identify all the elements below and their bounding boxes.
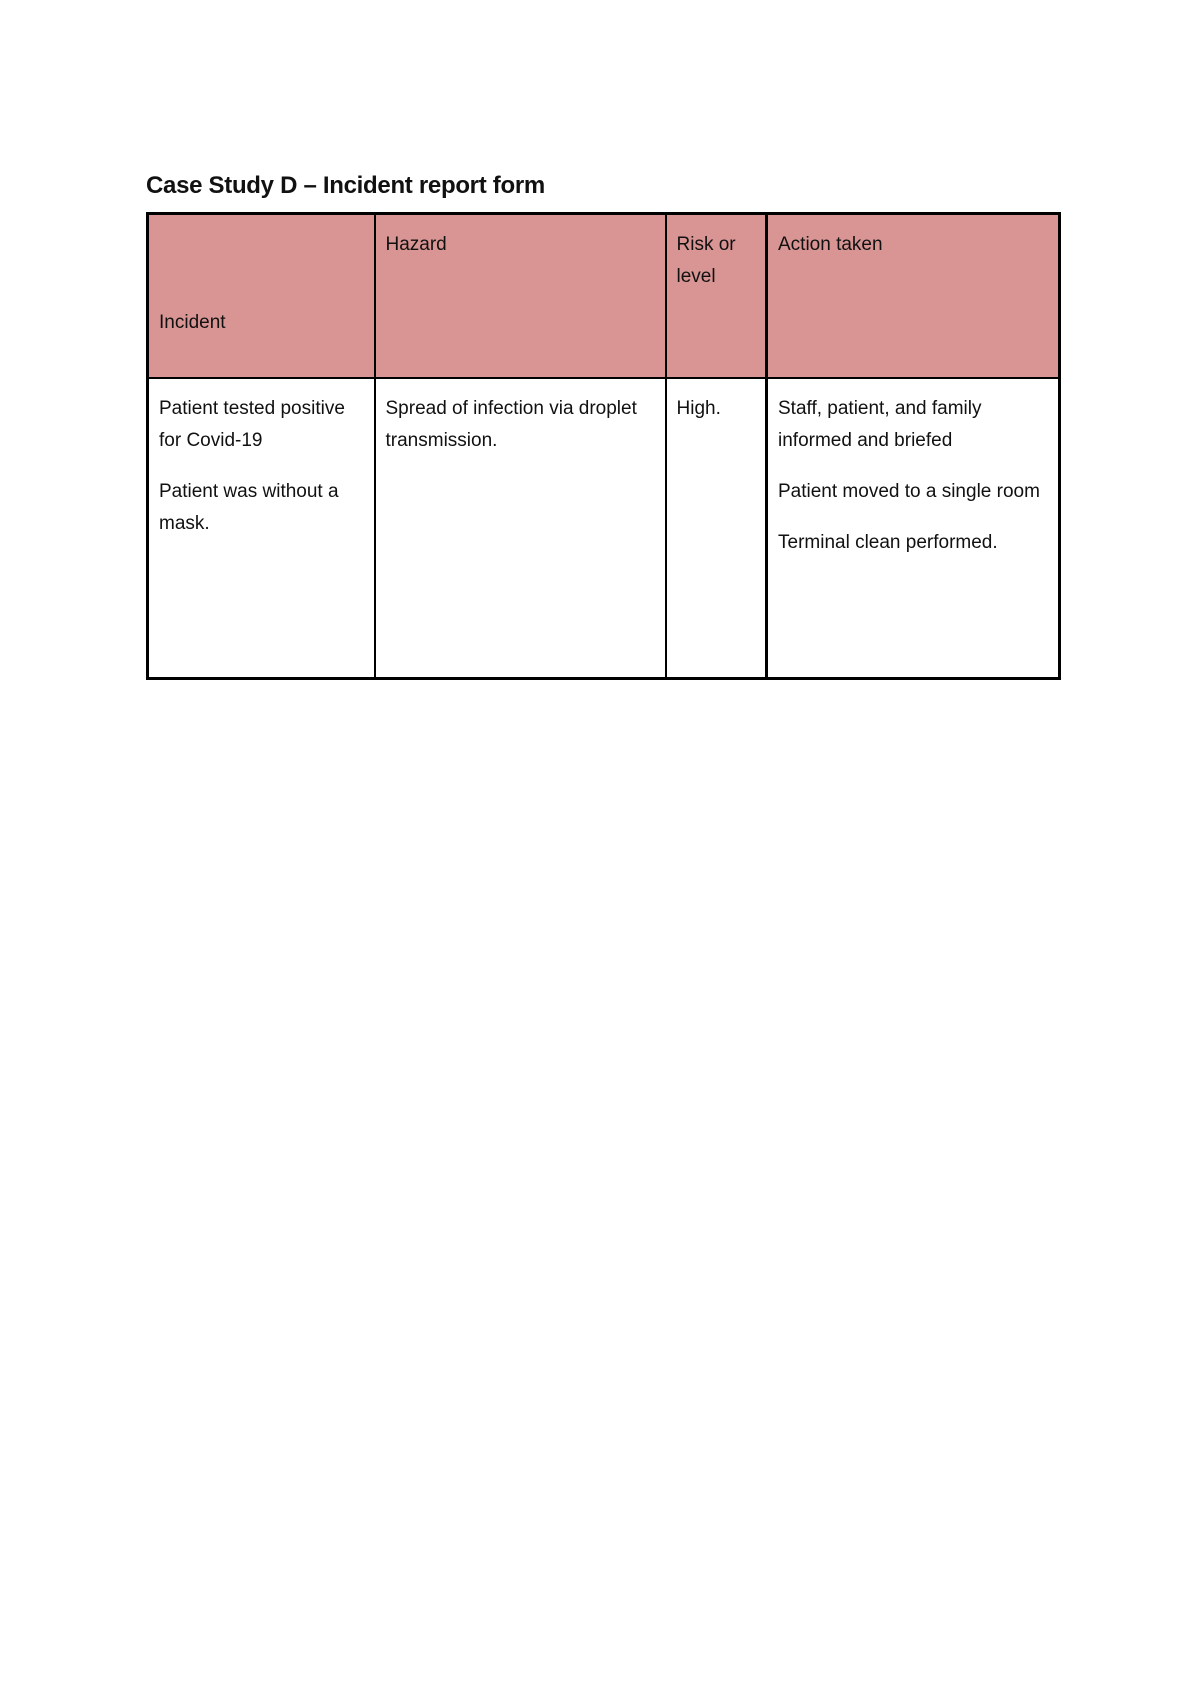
hazard-text: Spread of infection via droplet transmission. <box>385 398 637 451</box>
table-header-row <box>148 214 1060 379</box>
cell-risk <box>666 378 767 679</box>
table-row <box>148 378 1060 679</box>
header-hazard: Hazard <box>375 214 666 379</box>
document-title: Case Study D – Incident report form <box>146 172 545 199</box>
action-text: Terminal clean performed. <box>778 532 998 553</box>
cell-hazard <box>375 378 666 679</box>
action-text: Patient moved to a single room <box>778 481 1040 502</box>
header-incident: Incident <box>148 214 375 379</box>
incident-report-table <box>146 212 1061 680</box>
incident-text: Patient was without a mask. <box>159 481 339 534</box>
header-action: Action taken <box>767 214 1060 379</box>
cell-incident <box>148 378 375 679</box>
risk-text: High. <box>676 398 721 419</box>
cell-action <box>767 378 1060 679</box>
header-risk: Risk or level <box>666 214 767 379</box>
incident-text: Patient tested positive for Covid-19 <box>159 398 345 451</box>
action-text: Staff, patient, and family informed and briefed <box>778 398 982 451</box>
